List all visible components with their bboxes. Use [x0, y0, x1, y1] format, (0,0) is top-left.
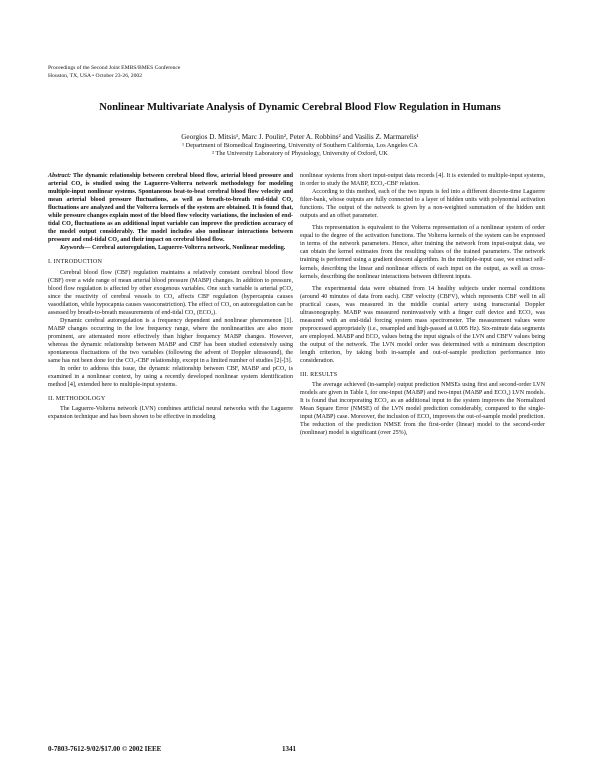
intro-paragraph-1: Cerebral blood flow (CBF) regulation maintains a relatively constant cerebral blood flow (CBF) over a wide range of mean arterial blood pressure (MABP) changes. In addition to pressure, blood flow regulation is affected by other exogenous variables. One such variable is arterial pCO₂ since the reactivity of cerebral vessels to CO₂ affects CBF regulation (hypercapnia causes vasodilation, while hypocapnia causes vasoconstriction). The effect of CO₂ on autoregulation can be assessed by breath-to-breath measurements of end-tidal CO₂ (ECO₂).: [48, 269, 293, 316]
right-column: [300, 172, 545, 437]
keywords: [48, 244, 293, 252]
conference-header: [48, 65, 180, 80]
results-paragraph-1: The average achieved (in-sample) output prediction NMSEs using first and second-order LVN models are given in Table I, for one-input (MABP) and two-input (MABP and ECO₂) LVN models. It is found that incorporating ECO₂ as an additional input to the system improves the Normalized Mean Square Error (NMSE) of the LVN model prediction considerably, compared to the single-input (MABP) case. Moreover, the inclusion of ECO₂ improves the out-of-sample model prediction. The reduction of the prediction NMSE from the first-order (linear) model to the second-order (nonlinear) model is significant (over 25%),: [300, 382, 545, 437]
paper-title: Nonlinear Multivariate Analysis of Dynamic Cerebral Blood Flow Regulation in Humans: [99, 102, 501, 113]
page-number: 1341: [282, 745, 296, 753]
keywords-text: — Cerebral autoregulation, Laguerre-Volterra network, Nonlinear modeling.: [84, 245, 286, 252]
isbn-copyright: 0-7803-7612-9/02/$17.00 © 2002 IEEE: [48, 745, 162, 753]
abstract: [48, 172, 293, 244]
intro-paragraph-3: In order to address this issue, the dynamic relationship between CBF, MABP and pCO₂ is examined in a nonlinear context, by using a recently developed nonlinear system identification method [4], extended here to multiple-input systems.: [48, 366, 293, 389]
conference-header-line1: Proceedings of the Second Joint EMBS/BMES Conference: [48, 65, 181, 71]
left-column: [48, 172, 293, 421]
abstract-label: Abstract:: [48, 173, 72, 179]
right-paragraph-1: nonlinear systems from short input-output data records [4]. It is extended to multiple-input systems, in order to study the MABP, ECO₂-CBF relation.: [300, 173, 545, 188]
methodology-heading: II. METHODOLOGY: [48, 396, 106, 403]
results-heading: III. RESULTS: [300, 372, 338, 379]
affiliation-1: ¹ Department of Biomedical Engineering, University of Southern California, Los Angeles CA: [182, 142, 418, 149]
methods-paragraph-1: The Laguerre-Volterra network (LVN) combines artificial neural networks with the Laguerre expansion technique and has been shown to be effective in modeling: [48, 406, 293, 421]
right-paragraph-2: According to this method, each of the two inputs is fed into a different discrete-time Laguerre filter-bank, whose outputs are fully connected to a layer of hidden units with polynomial activation functions. The output of the network is given by a non-weighted summation of the hidden unit outputs and an offset parameter.: [300, 189, 545, 220]
intro-paragraph-2: Dynamic cerebral autoregulation is a frequency dependent and nonlinear phenomenon [1]. MABP changes occurring in the low frequency range, where the nonlinearities are also more prominent, are attenuated more effectively than higher frequency MABP changes. However, whereas the dynamic relationship between MABP and CBF has been studied extensively using spontaneous fluctuations of the two variables (following the advent of Doppler ultrasound), the same has not been done for the CO₂-CBF relationship, except in a limited number of studies [2]-[3].: [48, 317, 293, 365]
conference-header-line2: Houston, TX, USA • October 23-26, 2002: [48, 72, 142, 79]
right-paragraph-3: This representation is equivalent to the Volterra representation of a nonlinear system of order equal to the degree of the activation functions. The Volterra kernels of the system can be expressed in terms of the network parameters. Hence, after training the network from input-output data, we can obtain the kernel estimates from the resulting values of the trained parameters. The network training is performed using a gradient descent algorithm. In the multiple-input case, we extract self-kernels, describing the linear and nonlinear effects of each input on the output, as well as cross-kernels, describing the nonlinear interactions between different inputs.: [300, 225, 545, 280]
abstract-text: The dynamic relationship between cerebral blood flow, arterial blood pressure and arterial CO₂ is studied using the Laguerre-Volterra network methodology for modeling multiple-input nonlinear systems. Spontaneous beat-to-beat cerebral blood flow velocity and mean arterial blood pressure fluctuations, as well as breath-to-breath end-tidal CO₂ fluctuations are analyzed and the Volterra kernels of the system are obtained. It is found that, while pressure changes explain most of the blood flow velocity variations, the inclusion of end-tidal CO₂ fluctuations as an additional input variable can improve the prediction accuracy of the model output considerably. The model includes also nonlinear interactions between pressure and end-tidal CO₂ and their impact on cerebral blood flow.: [48, 173, 293, 244]
affiliation-2: ² The University Laboratory of Physiology, University of Oxford, UK: [212, 150, 388, 157]
introduction-heading: I. INTRODUCTION: [48, 259, 103, 266]
keywords-label: Keywords: [60, 245, 85, 252]
author-list: Georgios D. Mitsis¹, Marc J. Poulin², Peter A. Robbins² and Vasilis Z. Marmarelis¹: [181, 133, 419, 141]
right-paragraph-4: The experimental data were obtained from 14 healthy subjects under normal conditions (around 40 minutes of data from each). CBF velocity (CBFV), which represents CBF well in all practical cases, was measured in the middle cranial artery using transcranial Doppler ultrasonography. MABP was measured noninvasively with a finger cuff device and ECO₂ was measured with an end-tidal forcing system mass spectrometer. The measurement values were preprocessed appropriately (i.e., resampled and high-passed at 0.005 Hz). Six-minute data segments are employed. MABP and ECO₂ values being the input signals of the LVN and CBFV values being the output of the network. The LVN model order was determined with a minimum description length criterion, by taking both in-sample and out-of-sample prediction performance into consideration.: [300, 285, 545, 365]
